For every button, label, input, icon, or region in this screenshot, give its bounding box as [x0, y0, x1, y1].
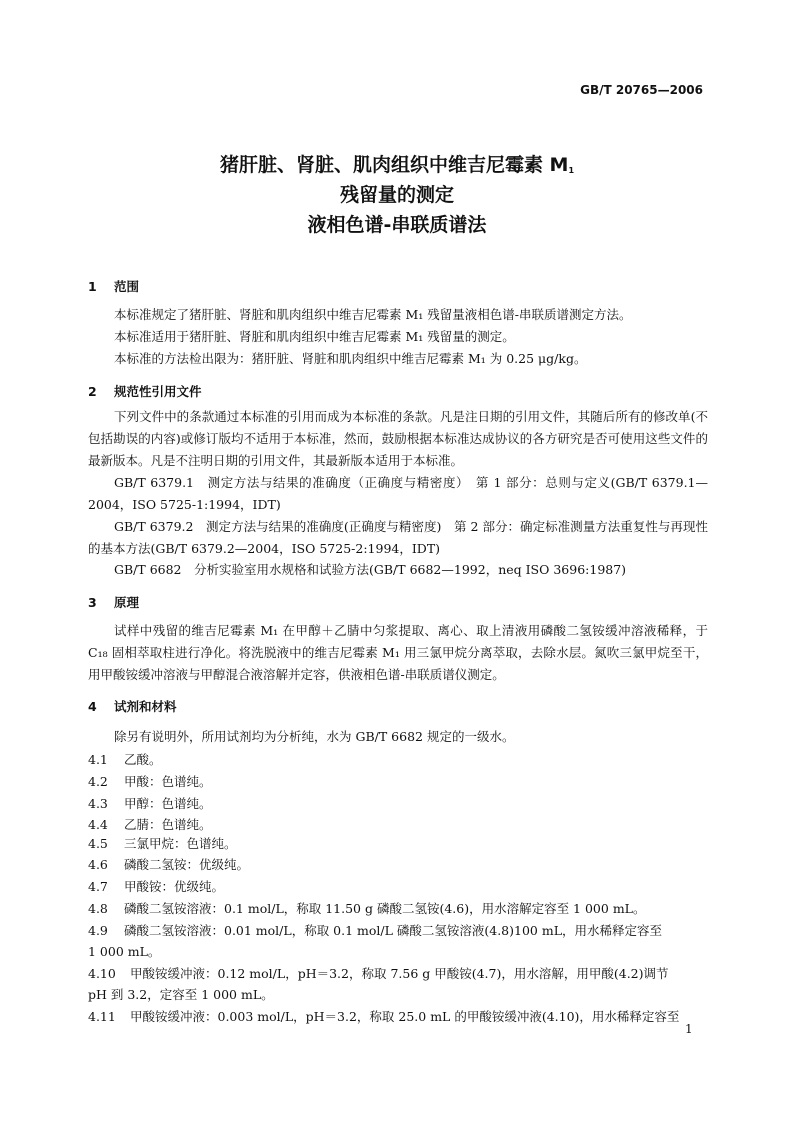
- document-title-line-1: 猪肝脏、肾脏、肌肉组织中维吉尼霉素 $M_1$: [219, 154, 575, 176]
- section-heading-principle: 3 原理: [88, 595, 140, 610]
- reagent-item: 4.8 磷酸二氢铵溶液：0.1 mol/L，称取 11.50 g 磷酸二氢铵(4.6)，用水溶解定容至 1 000 mL。: [88, 901, 646, 916]
- reagent-item-4-9: 4.9 磷酸二氢铵溶液：0.01 mol/L，称取 0.1 mol/L 磷酸二氢铵溶液(4.8)100 mL，用水稀释定容至: [88, 923, 663, 938]
- reagent-item: 4.2 甲酸：色谱纯。: [88, 774, 212, 789]
- reagent-item-4-10: 4.10 甲酸铵缓冲液：0.12 mol/L，pH＝3.2，称取 7.56 g 甲酸铵(4.7)，用水溶解，用甲酸(4.2)调节: [88, 966, 669, 981]
- reagent-item: 4.1 乙酸。: [88, 752, 162, 767]
- section-heading-reagents: 4 试剂和材料: [88, 699, 177, 714]
- reagent-item-4-9-continued: 1 000 mL。: [88, 944, 161, 959]
- scope-line-3: 本标准的方法检出限为：猪肝脏、肾脏和肌肉组织中维吉尼霉素 M₁ 为 0.25 μg/kg。: [114, 351, 587, 366]
- page-number: 1: [685, 1022, 693, 1036]
- reagent-item: 4.5 三氯甲烷：色谱纯。: [88, 836, 237, 851]
- reagent-item-4-11: 4.11 甲酸铵缓冲液：0.003 mol/L，pH＝3.2，称取 25.0 mL 的甲酸铵缓冲液(4.10)，用水稀释定容至: [88, 1009, 680, 1024]
- section-heading-scope: 1 范围: [88, 279, 140, 294]
- reagents-intro: 除另有说明外，所用试剂均为分析纯，水为 GB/T 6682 规定的一级水。: [114, 729, 515, 744]
- reagent-item: 4.3 甲醇：色谱纯。: [88, 796, 212, 811]
- reference-gbt-6379-1: GB/T 6379.1 测定方法与结果的准确度（正确度与精密度） 第 1 部分：总则与定义(GB/T 6379.1—2004，ISO 5725-1:1994，IDT): [88, 475, 708, 512]
- reference-gbt-6682: GB/T 6682 分析实验室用水规格和试验方法(GB/T 6682—1992，neq ISO 3696:1987): [114, 562, 627, 577]
- reagent-item: 4.4 乙腈：色谱纯。: [88, 817, 212, 832]
- document-title-line-3: 液相色谱-串联质谱法: [307, 214, 487, 236]
- references-paragraph: 下列文件中的条款通过本标准的引用而成为本标准的条款。凡是注日期的引用文件，其随后所有的修改单(不包括勘误的内容)或修订版均不适用于本标准，然而，鼓励根据本标准达成协议的各方研究是否可使用这些文件的最新版本。凡是不注明日期的引用文件，其最新版本适用于本标准。: [88, 409, 708, 468]
- reference-gbt-6379-2: GB/T 6379.2 测定方法与结果的准确度(正确度与精密度) 第 2 部分：确定标准测量方法重复性与再现性的基本方法(GB/T 6379.2—2004，ISO 5725-2:1994，IDT): [88, 519, 708, 556]
- reagent-item: 4.6 磷酸二氢铵：优级纯。: [88, 857, 250, 872]
- standard-code: GB/T 20765—2006: [580, 83, 703, 97]
- scope-line-1: 本标准规定了猪肝脏、肾脏和肌肉组织中维吉尼霉素 M₁ 残留量液相色谱-串联质谱测定方法。: [114, 307, 632, 322]
- principle-paragraph: 试样中残留的维吉尼霉素 M₁ 在甲醇＋乙腈中匀浆提取、离心、取上清液用磷酸二氢铵缓冲溶液稀释，于 C₁₈ 固相萃取柱进行净化。将洗脱液中的维吉尼霉素 M₁ 用三氯甲烷分离萃取，去除水层。氮吹三氯甲烷至干，用甲酸铵缓冲溶液与甲醇混合液溶解并定容，供液相色谱-串联质谱仪测定。: [88, 623, 708, 682]
- reagent-item-4-10-continued: pH 到 3.2，定容至 1 000 mL。: [88, 987, 274, 1002]
- scope-line-2: 本标准适用于猪肝脏、肾脏和肌肉组织中维吉尼霉素 M₁ 残留量的测定。: [114, 329, 515, 344]
- section-heading-normative-references: 2 规范性引用文件: [88, 384, 202, 399]
- document-title-line-2: 残留量的测定: [339, 184, 454, 206]
- reagent-item: 4.7 甲酸铵：优级纯。: [88, 879, 225, 894]
